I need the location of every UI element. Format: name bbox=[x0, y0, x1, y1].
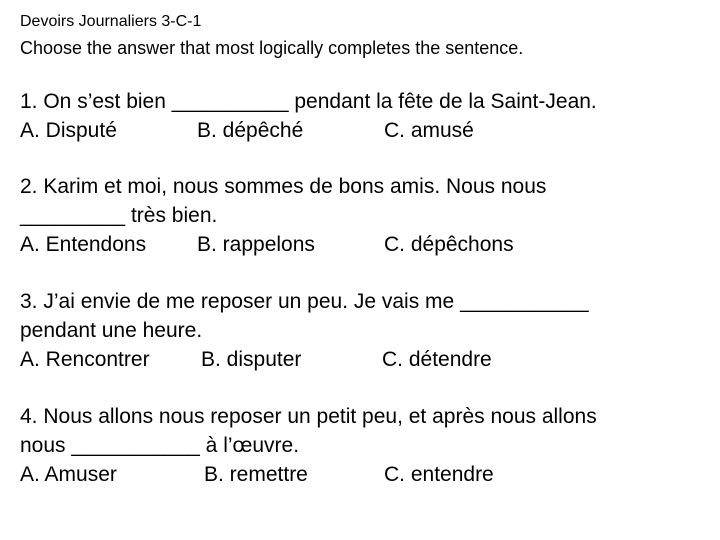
question-3-option-a: A. Rencontrer bbox=[20, 348, 150, 371]
question-4 bbox=[20, 402, 710, 489]
question-2-text-line-2: _________ très bien. bbox=[20, 204, 218, 227]
question-3-option-b: B. disputer bbox=[201, 348, 302, 371]
question-3-text-line-1: 3. J’ai envie de me reposer un peu. Je vais me ___________ bbox=[20, 290, 589, 313]
question-3-option-c: C. détendre bbox=[382, 348, 492, 371]
question-3-options bbox=[20, 345, 710, 374]
question-1-option-a: A. Disputé bbox=[20, 119, 117, 142]
worksheet-title: Devoirs Journaliers 3-C-1 bbox=[20, 13, 202, 30]
question-4-options bbox=[20, 460, 710, 489]
question-2 bbox=[20, 172, 710, 259]
question-1 bbox=[20, 87, 710, 145]
question-2-options bbox=[20, 230, 710, 259]
question-2-option-b: B. rappelons bbox=[197, 233, 315, 256]
question-1-options bbox=[20, 116, 710, 145]
question-4-option-b: B. remettre bbox=[204, 463, 308, 486]
question-4-option-a: A. Amuser bbox=[20, 463, 117, 486]
question-2-option-c: C. dépêchons bbox=[384, 233, 514, 256]
question-2-option-a: A. Entendons bbox=[20, 233, 147, 256]
instructions: Choose the answer that most logically completes the sentence. bbox=[20, 38, 524, 58]
question-2-text-line-1: 2. Karim et moi, nous sommes de bons amis. Nous nous bbox=[20, 175, 547, 198]
question-4-option-c: C. entendre bbox=[384, 463, 494, 486]
question-1-text: 1. On s’est bien __________ pendant la fête de la Saint-Jean. bbox=[20, 90, 597, 113]
question-4-text-line-2: nous ___________ à l’œuvre. bbox=[20, 434, 300, 457]
question-3 bbox=[20, 287, 710, 374]
question-3-text-line-2: pendant une heure. bbox=[20, 319, 203, 342]
question-4-text-line-1: 4. Nous allons nous reposer un petit peu, et après nous allons bbox=[20, 405, 597, 428]
question-1-option-b: B. dépêché bbox=[197, 119, 304, 142]
question-1-option-c: C. amusé bbox=[384, 119, 474, 142]
